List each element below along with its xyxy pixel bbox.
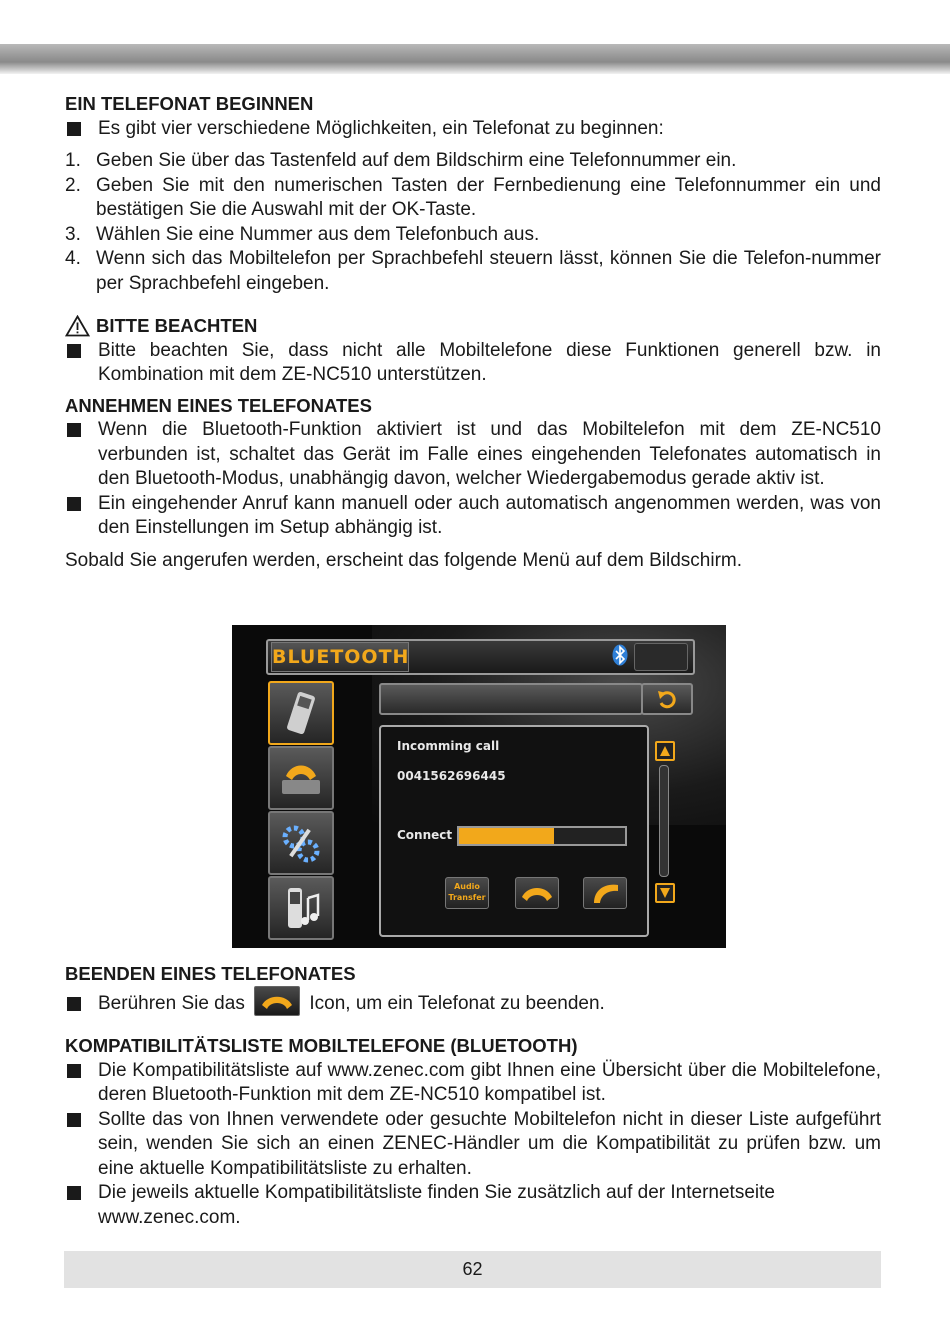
- item-text: Geben Sie mit den numerischen Tasten der Fernbedienung eine Telefonnummer ein und bestätigen Sie die Auswahl mit der OK-Taste.: [96, 174, 881, 220]
- accept-call-button[interactable]: [583, 877, 627, 909]
- paragraph: Sobald Sie angerufen werden, erscheint das folgende Menü auf dem Bildschirm.: [65, 549, 743, 571]
- bullet-item: [65, 339, 881, 388]
- section-heading: ANNEHMEN EINES TELEFONATES: [65, 394, 372, 416]
- status-box: [634, 643, 688, 671]
- numbered-item: [65, 247, 881, 296]
- accept-call-icon: [588, 881, 622, 905]
- audio-transfer-label-line2: Transfer: [448, 893, 486, 902]
- item-text: Wenn sich das Mobiltelefon per Sprachbefehl steuern lässt, können Sie die Telefon-nummer per Sprachbefehl eingeben.: [96, 248, 881, 294]
- scrollbar[interactable]: [659, 765, 669, 877]
- bullet-square-icon: [67, 1064, 81, 1078]
- bullet-item: [65, 117, 881, 142]
- audio-transfer-label-line1: Audio: [454, 882, 480, 891]
- bullet-item: [65, 492, 881, 541]
- bullet-text: Wenn die Bluetooth-Funktion aktiviert ist und das Mobiltelefon mit dem ZE-NC510 verbunden ist, schaltet das Gerät im Falle eines eingehenden Telefonates automatisch in den Bluetooth-Modus, unabhängig davon, welcher Wiedergabemodus gerade aktiv ist.: [98, 419, 881, 489]
- bullet-square-icon: [67, 1113, 81, 1127]
- device-screenshot: [232, 625, 726, 948]
- bullet-text: Es gibt vier verschiedene Möglichkeiten, ein Telefonat zu beginnen:: [98, 117, 664, 139]
- item-text: Geben Sie über das Tastenfeld auf dem Bildschirm eine Telefonnummer ein.: [96, 150, 737, 171]
- hang-up-icon: [520, 881, 554, 905]
- gear-icon: [278, 819, 324, 867]
- connect-label: Connect: [397, 828, 453, 842]
- bullet-text: [98, 992, 881, 1017]
- bullet-square-icon: [67, 344, 81, 358]
- text-after-icon: Icon, um ein Telefonat zu beenden.: [309, 992, 605, 1014]
- page-footer: [64, 1251, 881, 1288]
- item-number: 1.: [65, 150, 81, 171]
- phone-keypad-button[interactable]: [268, 681, 334, 745]
- screen-title: BLUETOOTH: [271, 642, 409, 672]
- audio-transfer-button[interactable]: [445, 877, 489, 909]
- scroll-down-button[interactable]: [655, 883, 675, 903]
- bullet-item: [65, 1059, 881, 1108]
- arrow-up-icon: [659, 745, 671, 757]
- page-content-lower: [65, 962, 881, 1230]
- input-display-bar: [379, 683, 643, 715]
- incoming-call-panel: [379, 725, 649, 937]
- text-before-icon: Berühren Sie das: [98, 992, 245, 1014]
- bullet-square-icon: [67, 122, 81, 136]
- note-heading: [65, 314, 881, 339]
- bullet-square-icon: [67, 497, 81, 511]
- numbered-item: [65, 149, 881, 174]
- item-number: 2.: [65, 174, 81, 196]
- scroll-up-button[interactable]: [655, 741, 675, 761]
- bullet-square-icon: [67, 423, 81, 437]
- section-heading: EIN TELEFONAT BEGINNEN: [65, 93, 314, 114]
- numbered-item: [65, 223, 881, 248]
- bullet-item: [65, 1108, 881, 1182]
- back-arrow-icon: [656, 688, 678, 710]
- phone-music-icon: [278, 884, 324, 932]
- connect-progress-fill: [459, 828, 554, 844]
- item-text: Wählen Sie eine Nummer aus dem Telefonbuch aus.: [96, 223, 540, 245]
- page-number: 62: [462, 1259, 483, 1279]
- page-content: [65, 92, 881, 573]
- section-heading: BEENDEN EINES TELEFONATES: [65, 963, 356, 984]
- phone-music-button[interactable]: [268, 876, 334, 940]
- hang-up-inline-icon: [254, 986, 300, 1016]
- item-number: 3.: [65, 223, 81, 245]
- numbered-item: [65, 174, 881, 223]
- bullet-text: Die Kompatibilitätsliste auf www.zenec.com gibt Ihnen eine Übersicht über die Mobiltelefone, deren Bluetooth-Funktion mit dem ZE-NC510 kompatibel ist.: [98, 1059, 881, 1106]
- bullet-item: [65, 992, 881, 1017]
- mobile-phone-icon: [278, 689, 324, 737]
- warning-icon: [65, 315, 90, 337]
- bullet-square-icon: [67, 997, 81, 1011]
- phone-handset-icon: [278, 754, 324, 802]
- bullet-square-icon: [67, 1186, 81, 1200]
- arrow-down-icon: [659, 887, 671, 899]
- item-number: 4.: [65, 248, 81, 269]
- caller-number: 0041562696445: [397, 769, 506, 783]
- bullet-item: [65, 1181, 881, 1230]
- header-bar: [0, 44, 950, 74]
- hang-up-button[interactable]: [515, 877, 559, 909]
- bullet-text: Sollte das von Ihnen verwendete oder gesuchte Mobiltelefon nicht in dieser Liste aufgeführt sein, wenden Sie sich an einen ZENEC-Händler um die Kompatibilität zu prüfen bzw. um eine aktuelle Kompatibilitätsliste zu erhalten.: [98, 1108, 881, 1179]
- connect-progress-bar: [457, 826, 627, 846]
- section-heading: KOMPATIBILITÄTSLISTE MOBILTELEFONE (BLUETOOTH): [65, 1035, 578, 1057]
- bullet-item: [65, 418, 881, 492]
- bluetooth-icon: [612, 644, 628, 666]
- call-list-button[interactable]: [268, 746, 334, 810]
- bullet-text: Die jeweils aktuelle Kompatibilitätsliste finden Sie zusätzlich auf der Internetseite www.zenec.com.: [98, 1182, 775, 1228]
- settings-button[interactable]: [268, 811, 334, 875]
- bullet-text: Bitte beachten Sie, dass nicht alle Mobiltelefone diese Funktionen generell bzw. in Kombination mit dem ZE-NC510 unterstützen.: [98, 339, 881, 385]
- bullet-text: Ein eingehender Anruf kann manuell oder auch automatisch angenommen werden, was von den Einstellungen im Setup abhängig ist.: [98, 492, 881, 538]
- incoming-call-label: Incomming call: [397, 739, 500, 753]
- back-button[interactable]: [641, 683, 693, 715]
- note-heading-text: BITTE BEACHTEN: [96, 315, 258, 336]
